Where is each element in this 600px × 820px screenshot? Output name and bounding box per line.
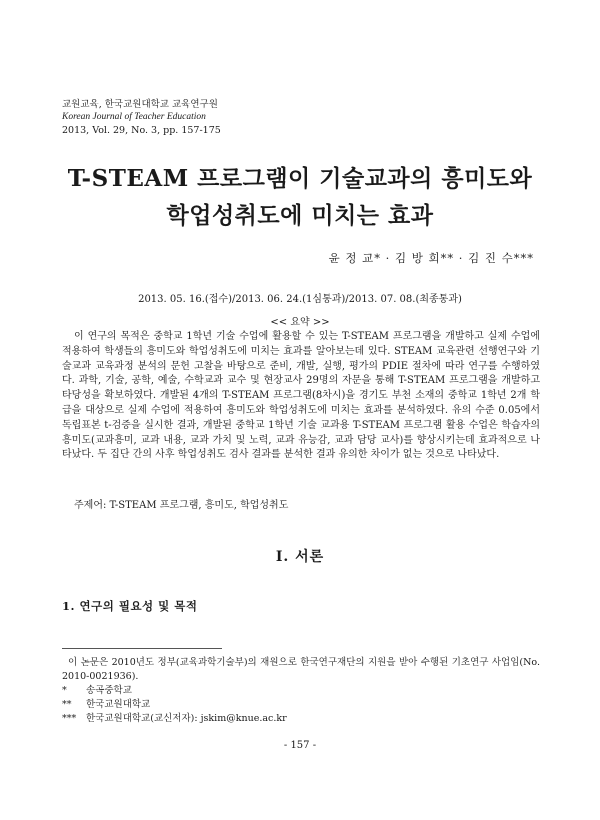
journal-info [62, 98, 221, 137]
paper-title-line2: 학업성취도에 미치는 효과 [166, 202, 434, 229]
footnote-mark: * [62, 685, 67, 696]
footnote-divider [62, 648, 222, 649]
footnote-item [62, 712, 540, 726]
section-heading: Ⅰ. 서론 [275, 549, 325, 565]
journal-korean-name: 교원교육, 한국교원대학교 교육연구원 [62, 99, 218, 110]
page-number: - 157 - [283, 740, 317, 751]
footnote-mark: ** [62, 699, 72, 710]
journal-english-name: Korean Journal of Teacher Education [62, 112, 206, 122]
footnote-affiliation: 송곡중학교 [86, 685, 132, 696]
footnote-mark: *** [62, 713, 77, 724]
subsection-heading: 1. 연구의 필요성 및 목적 [62, 599, 198, 613]
keywords: 주제어: T-STEAM 프로그램, 흥미도, 학업성취도 [74, 500, 289, 511]
funding-footnote: 이 논문은 2010년도 정부(교육과학기술부)의 재원으로 한국연구재단의 지원을 받아 수행된 기초연구 사업임(No. 2010-0021936). [62, 657, 540, 682]
journal-volume-info: 2013, Vol. 29, No. 3, pp. 157-175 [62, 125, 221, 136]
abstract-text: 이 연구의 목적은 중학교 1학년 기술 수업에 활용할 수 있는 T-STEAM 프로그램을 개발하고 실제 수업에 적용하여 학생들의 흥미도와 학업성취도에 미치는 효과를 알아보는데 있다. STEAM 교육관련 선행연구와 기술교과 교육과정 분석의 문헌 고찰을 바탕으로 준비, 개발, 실행, 평가의 PDIE 절차에 따라 연구를 수행하였다. 과학, 기술, 공학, 예술, 수학교과 교수 및 현장교사 29명의 자문을 통해 T-STEAM 프로그램을 개발하고 타당성을 확보하였다. 개발된 4개의 T-STEAM 프로그램(8차시)을 경기도 부천 소재의 중학교 1학년 2개 학급을 대상으로 실제 수업에 적용하여 흥미도와 학업성취도에 미치는 효과를 분석하였다. 유의 수준 0.05에서 독립표본 t-검증을 실시한 결과, 개발된 중학교 1학년 기술 교과용 T-STEAM 프로그램 활용 수업은 학습자의 흥미도(교과흥미, 교과 내용, 교과 가치 및 노력, 교과 유능감, 교과 담당 교사)를 향상시키는데 효과적으로 나타났다. 두 집단 간의 사후 학업성취도 검사 결과를 분석한 결과 유의한 차이가 없는 것으로 나타났다. [62, 331, 540, 461]
footnote-affiliation: 한국교원대학교 [86, 699, 151, 710]
abstract-label: << 요약 >> [270, 317, 330, 328]
author-list: 윤 정 교* · 김 방 희** · 김 진 수*** [328, 251, 534, 265]
submission-dates: 2013. 05. 16.(접수)/2013. 06. 24.(1심통과)/2013. 07. 08.(최종통과) [138, 294, 462, 305]
footnote-affiliation: 한국교원대학교(교신저자): jskim@knue.ac.kr [86, 713, 287, 724]
footnote-item [62, 698, 540, 712]
footnote-item [62, 684, 540, 698]
footnotes [62, 656, 540, 726]
paper-title-line1: T-STEAM 프로그램이 기술교과의 흥미도와 [67, 165, 533, 192]
